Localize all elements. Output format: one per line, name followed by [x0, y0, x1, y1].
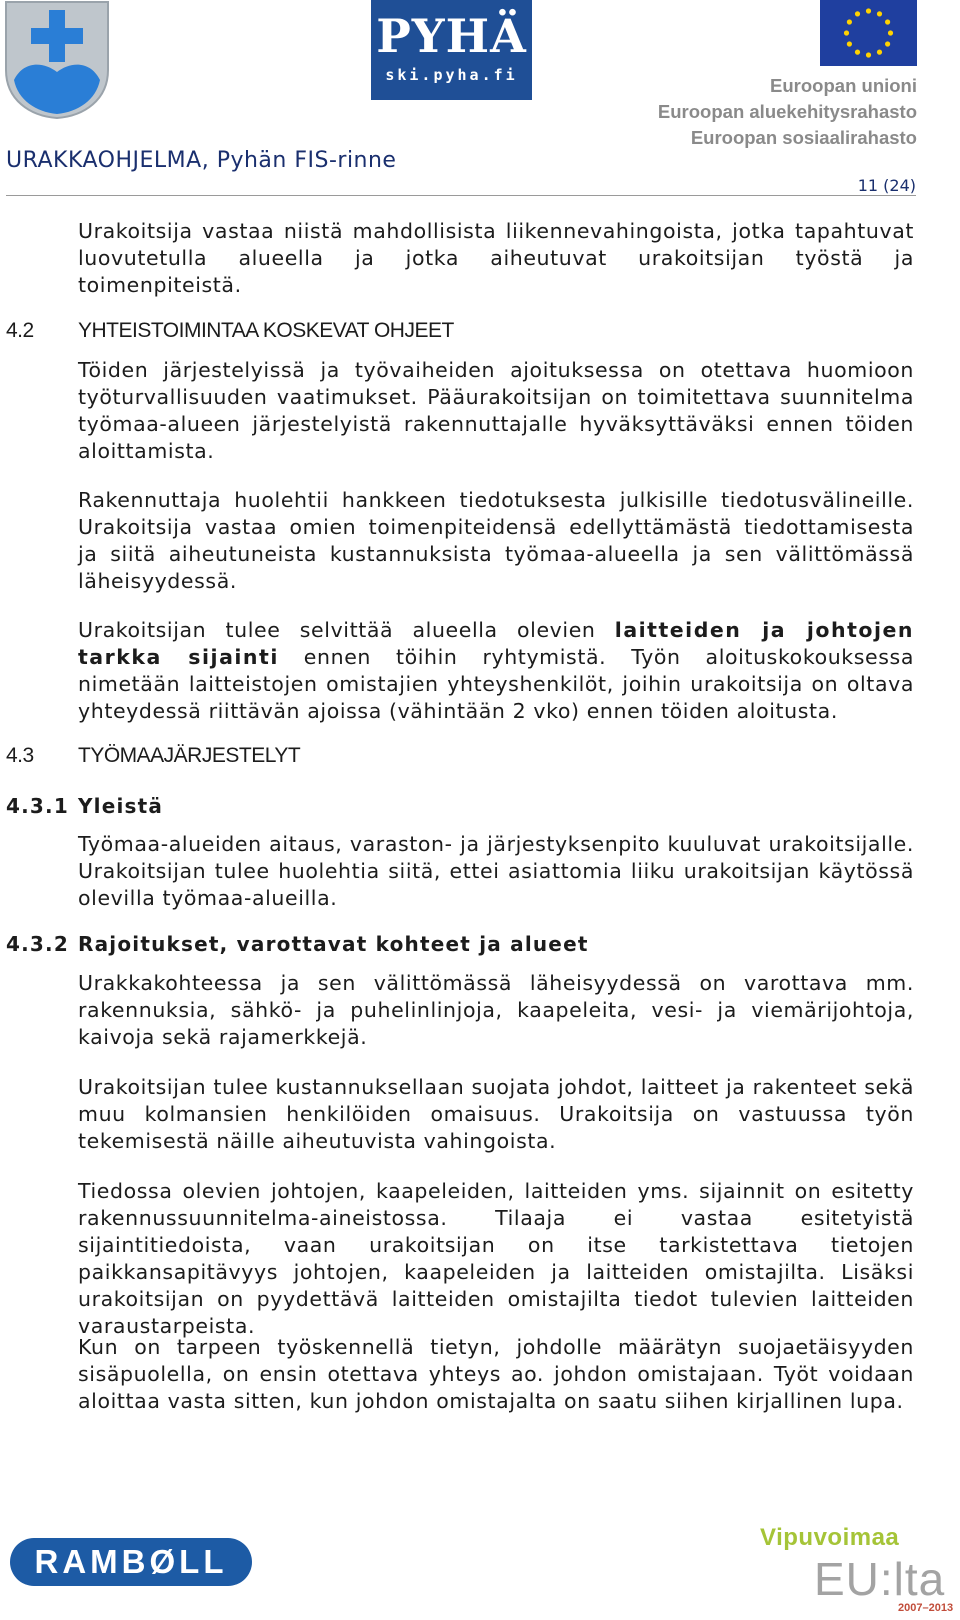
vipuvoimaa-text: Vipuvoimaa — [760, 1524, 900, 1551]
paragraph — [78, 617, 914, 725]
page-number: 11 (24) — [857, 176, 916, 195]
eu-star-icon — [888, 30, 893, 35]
eu-funding-text — [658, 73, 917, 151]
eu-star-icon — [885, 41, 890, 46]
paragraph: Urakkakohteessa ja sen välittömässä läheisyydessä on varottava mm. rakennuksia, sähkö- ja puhelinlinjoja, kaapeleita, vesi- ja viemärijohtoja, kaivoja sekä rajamerkkejä. — [78, 971, 914, 1049]
section-title: Yleistä — [78, 794, 164, 818]
paragraph: Rakennuttaja huolehtii hankkeen tiedotuksesta julkisille tiedotusvälineille. Urakoitsija vastaa omien toimenpiteidensä edellyttämästä tiedottamisesta ja siitä aiheutuneista kustannuksista työmaa-alueella ja sen välittömässä läheisyydessä. — [78, 488, 914, 593]
section-title: YHTEISTOIMINTAA KOSKEVAT OHJEET — [78, 319, 454, 342]
pyha-logo-url: ski.pyha.fi — [385, 66, 518, 84]
eu-star-icon — [866, 52, 871, 57]
document-title: URAKKAOHJELMA, Pyhän FIS-rinne — [6, 148, 397, 173]
pyha-logo-word: PYHÄ — [376, 9, 527, 63]
section-4-3-1-heading — [6, 794, 163, 818]
section-number: 4.3.2 — [6, 932, 69, 956]
section-title: TYÖMAAJÄRJESTELYT — [78, 744, 301, 767]
eu-star-icon — [877, 11, 882, 16]
section-4-3-heading — [6, 744, 300, 768]
eu-star-icon — [844, 30, 849, 35]
section-number: 4.3.1 — [6, 794, 69, 818]
text-run: ennen töihin ryhtymistä. Työn aloituskokouksessa nimetään laitteistojen omistajien yhteyshenkilöt, joihin urakoitsija on oltava yhteydessä riittävän ajoissa (vähintään 2 vko) ennen töiden aloitusta. — [78, 645, 914, 723]
header-divider — [6, 195, 916, 196]
section-number: 4.2 — [6, 319, 34, 342]
eu-flag-icon — [820, 0, 917, 66]
eu-star-icon — [855, 11, 860, 16]
eulta-text: EU:lta — [814, 1553, 946, 1605]
eu-star-icon — [866, 8, 871, 13]
section-title: Rajoitukset, varottavat kohteet ja alueet — [78, 932, 589, 956]
eu-star-icon — [877, 50, 882, 55]
years-text: 2007–2013 — [898, 1602, 954, 1614]
coat-of-arms-icon — [4, 0, 110, 120]
paragraph: Urakoitsijan tulee kustannuksellaan suojata johdot, laitteet ja rakenteet sekä muu kolmansien henkilöiden omaisuus. Urakoitsija on vastuussa työn tekemisestä näille aiheutuvista vahingoista. — [78, 1075, 914, 1153]
eu-star-icon — [847, 41, 852, 46]
paragraph: Työmaa-alueiden aitaus, varaston- ja järjestyksenpito kuuluvat urakoitsijalle. Urakoitsijan tulee huolehtia siitä, ettei asiattomia liiku urakoitsijan käytössä olevilla työmaa-alueilla. — [78, 832, 914, 910]
eu-line-1: Euroopan unioni — [770, 75, 917, 96]
section-4-2-heading — [6, 319, 454, 343]
section-number: 4.3 — [6, 744, 34, 767]
vipuvoimaa-eu-logo — [760, 1524, 960, 1620]
paragraph: Kun on tarpeen työskennellä tietyn, johdolle määrätyn suojaetäisyyden sisäpuolella, on ensin otettava yhteys ao. johdon omistajaan. Työt voidaan aloittaa vasta sitten, kun johdon omistajalta on saatu siihen kirjallinen lupa. — [78, 1335, 914, 1413]
text-run: Urakoitsijan tulee selvittää alueella olevien — [78, 618, 615, 642]
bold-text: laitteiden ja johtojen tarkka sijainti — [78, 618, 914, 669]
pyha-ski-logo — [371, 0, 532, 100]
eu-line-3: Euroopan sosiaalirahasto — [690, 127, 917, 148]
eu-star-icon — [885, 19, 890, 24]
ramboll-logo: RAMBØLL — [10, 1538, 252, 1586]
paragraph: Töiden järjestelyissä ja työvaiheiden ajoituksessa on otettava huomioon työturvallisuuden vaatimukset. Pääurakoitsijan on toimitettava suunnitelma työmaa-alueen järjestelyistä rakennuttajalle hyväksyttäväksi ennen töiden aloittamista. — [78, 358, 914, 463]
intro-paragraph: Urakoitsija vastaa niistä mahdollisista liikennevahingoista, jotka tapahtuvat luovutetulla alueella ja jotka aiheutuvat urakoitsijan työstä ja toimenpiteistä. — [78, 219, 914, 297]
eu-star-icon — [855, 50, 860, 55]
eu-star-icon — [847, 19, 852, 24]
section-4-3-2-heading — [6, 932, 589, 956]
eu-line-2: Euroopan aluekehitysrahasto — [657, 101, 917, 122]
paragraph: Tiedossa olevien johtojen, kaapeleiden, laitteiden yms. sijainnit on esitetty rakennussuunnitelma-aineistossa. Tilaaja ei vastaa esitetyistä sijaintitiedoista, vaan urakoitsijan on itse tarkistettava tietojen paikkansapitävyys johtojen, kaapeleiden ja laitteiden omistajilta. Lisäksi urakoitsijan on pyydettävä laitteiden omistajilta tiedot tulevien laitteiden varaustarpeista. — [78, 1179, 914, 1338]
